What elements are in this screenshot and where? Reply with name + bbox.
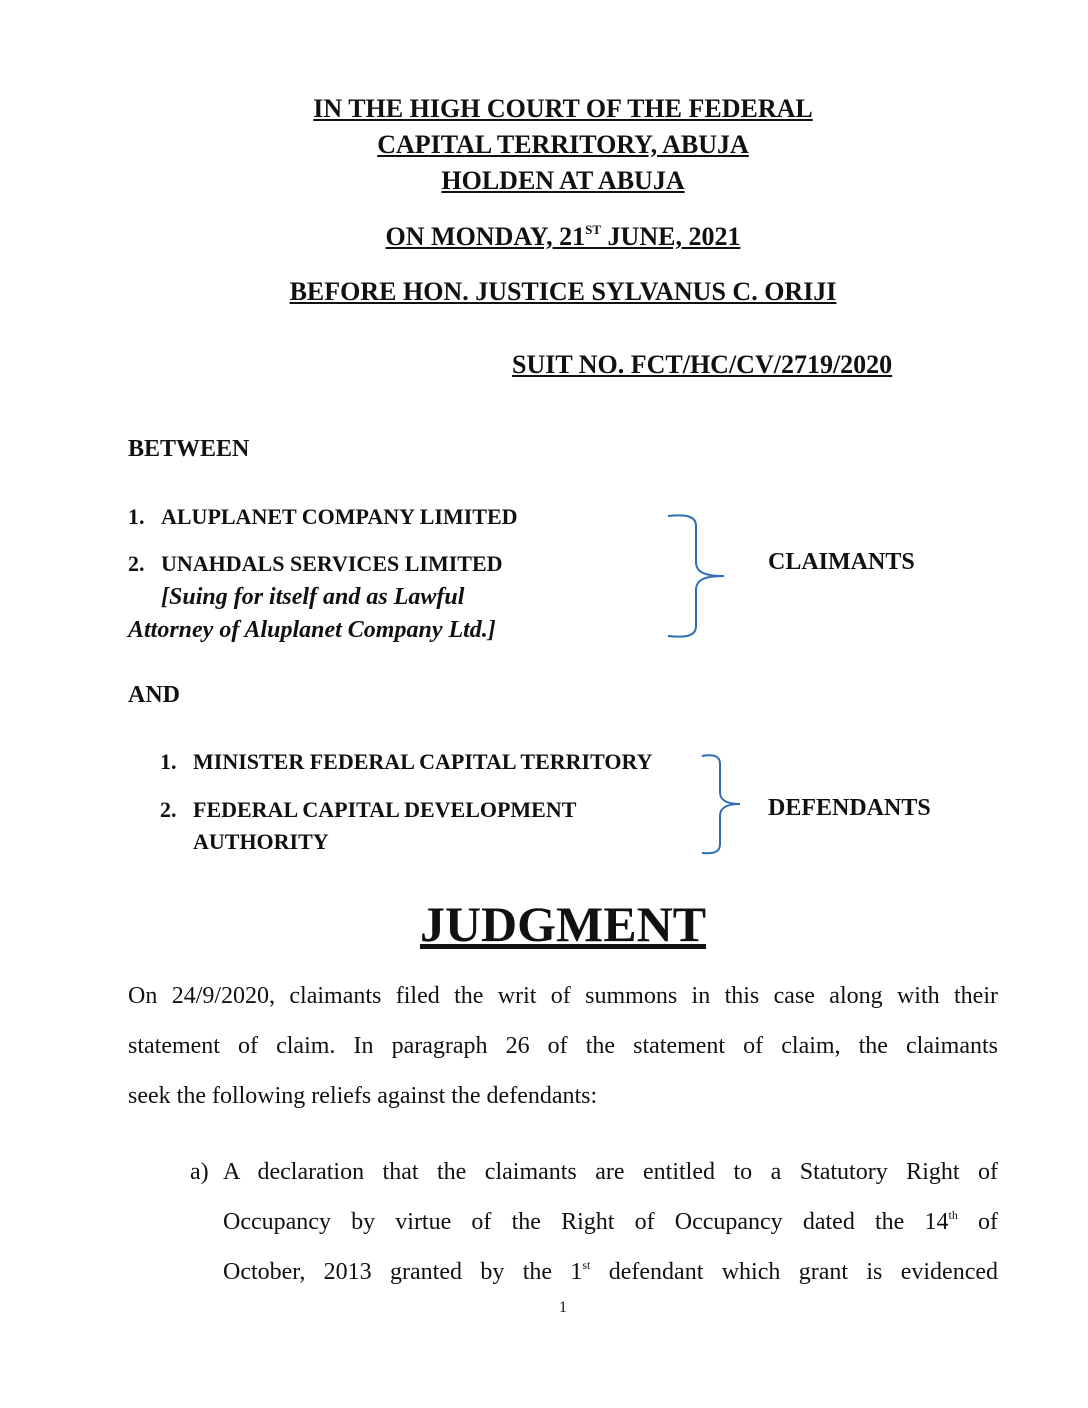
defendant-2-name: FEDERAL CAPITAL DEVELOPMENT [193, 797, 577, 822]
relief-a-line-2-ordinal: th [948, 1208, 958, 1222]
page-number: 1 [559, 1299, 567, 1316]
and-label: AND [128, 682, 180, 708]
defendants-role-label: DEFENDANTS [768, 795, 931, 821]
court-heading-line-1: IN THE HIGH COURT OF THE FEDERAL [313, 94, 813, 123]
relief-a-text [223, 1147, 998, 1297]
defendant-1-name: MINISTER FEDERAL CAPITAL TERRITORY [193, 749, 653, 774]
intro-line-1: On 24/9/2020, claimants filed the writ of summons in this case along with their [128, 983, 998, 1009]
claimant-1-name: ALUPLANET COMPANY LIMITED [161, 504, 518, 529]
claimant-1-number: 1. [128, 504, 145, 529]
between-label: BETWEEN [128, 436, 250, 462]
hearing-date-prefix: ON MONDAY, 21 [385, 222, 586, 251]
claimant-2 [128, 551, 503, 577]
court-heading [0, 91, 1088, 199]
relief-a-line-1: A declaration that the claimants are entitled to a Statutory Right of [223, 1159, 998, 1185]
defendant-1 [160, 749, 653, 775]
claimant-2-number: 2. [128, 551, 145, 576]
defendant-2-number: 2. [160, 797, 177, 822]
document-title: JUDGMENT [419, 896, 707, 952]
claimant-2-note-line-1: [Suing for itself and as Lawful [161, 584, 465, 610]
court-heading-line-2: CAPITAL TERRITORY, ABUJA [377, 130, 749, 159]
claimant-2-name: UNAHDALS SERVICES LIMITED [161, 551, 503, 576]
defendant-1-number: 1. [160, 749, 177, 774]
claimants-role-label: CLAIMANTS [768, 549, 915, 575]
relief-a-line-3-ordinal: st [582, 1258, 591, 1272]
hearing-date-suffix: JUNE, 2021 [601, 222, 741, 251]
defendant-2-name-continued: AUTHORITY [193, 829, 329, 854]
court-heading-line-3: HOLDEN AT ABUJA [441, 166, 685, 195]
intro-paragraph [128, 971, 998, 1121]
relief-a-line-2-start: Occupancy by virtue of the Right of Occupancy dated the 14 [223, 1209, 949, 1235]
intro-line-3: seek the following reliefs against the defendants: [128, 1083, 598, 1109]
hearing-date-ordinal: ST [585, 222, 602, 237]
claimant-1 [128, 504, 518, 530]
relief-a-line-3-start: October, 2013 granted by the 1 [223, 1259, 583, 1285]
claimant-2-note-line-2: Attorney of Aluplanet Company Ltd.] [128, 617, 496, 643]
relief-a-line-2-end: of [957, 1209, 998, 1235]
claimants-brace [660, 510, 732, 644]
judge-line: BEFORE HON. JUSTICE SYLVANUS C. ORIJI [289, 277, 837, 306]
defendant-2 [160, 797, 576, 823]
defendants-brace [696, 750, 746, 860]
hearing-date [0, 222, 1088, 252]
intro-line-2: statement of claim. In paragraph 26 of the statement of claim, the claimants [128, 1033, 998, 1059]
suit-number: SUIT NO. FCT/HC/CV/2719/2020 [512, 350, 893, 379]
relief-a-line-3-end: defendant which grant is evidenced [590, 1259, 998, 1285]
relief-a-marker: a) [190, 1159, 209, 1185]
relief-a-line-2 [223, 1197, 998, 1247]
relief-a-line-3 [223, 1247, 998, 1297]
